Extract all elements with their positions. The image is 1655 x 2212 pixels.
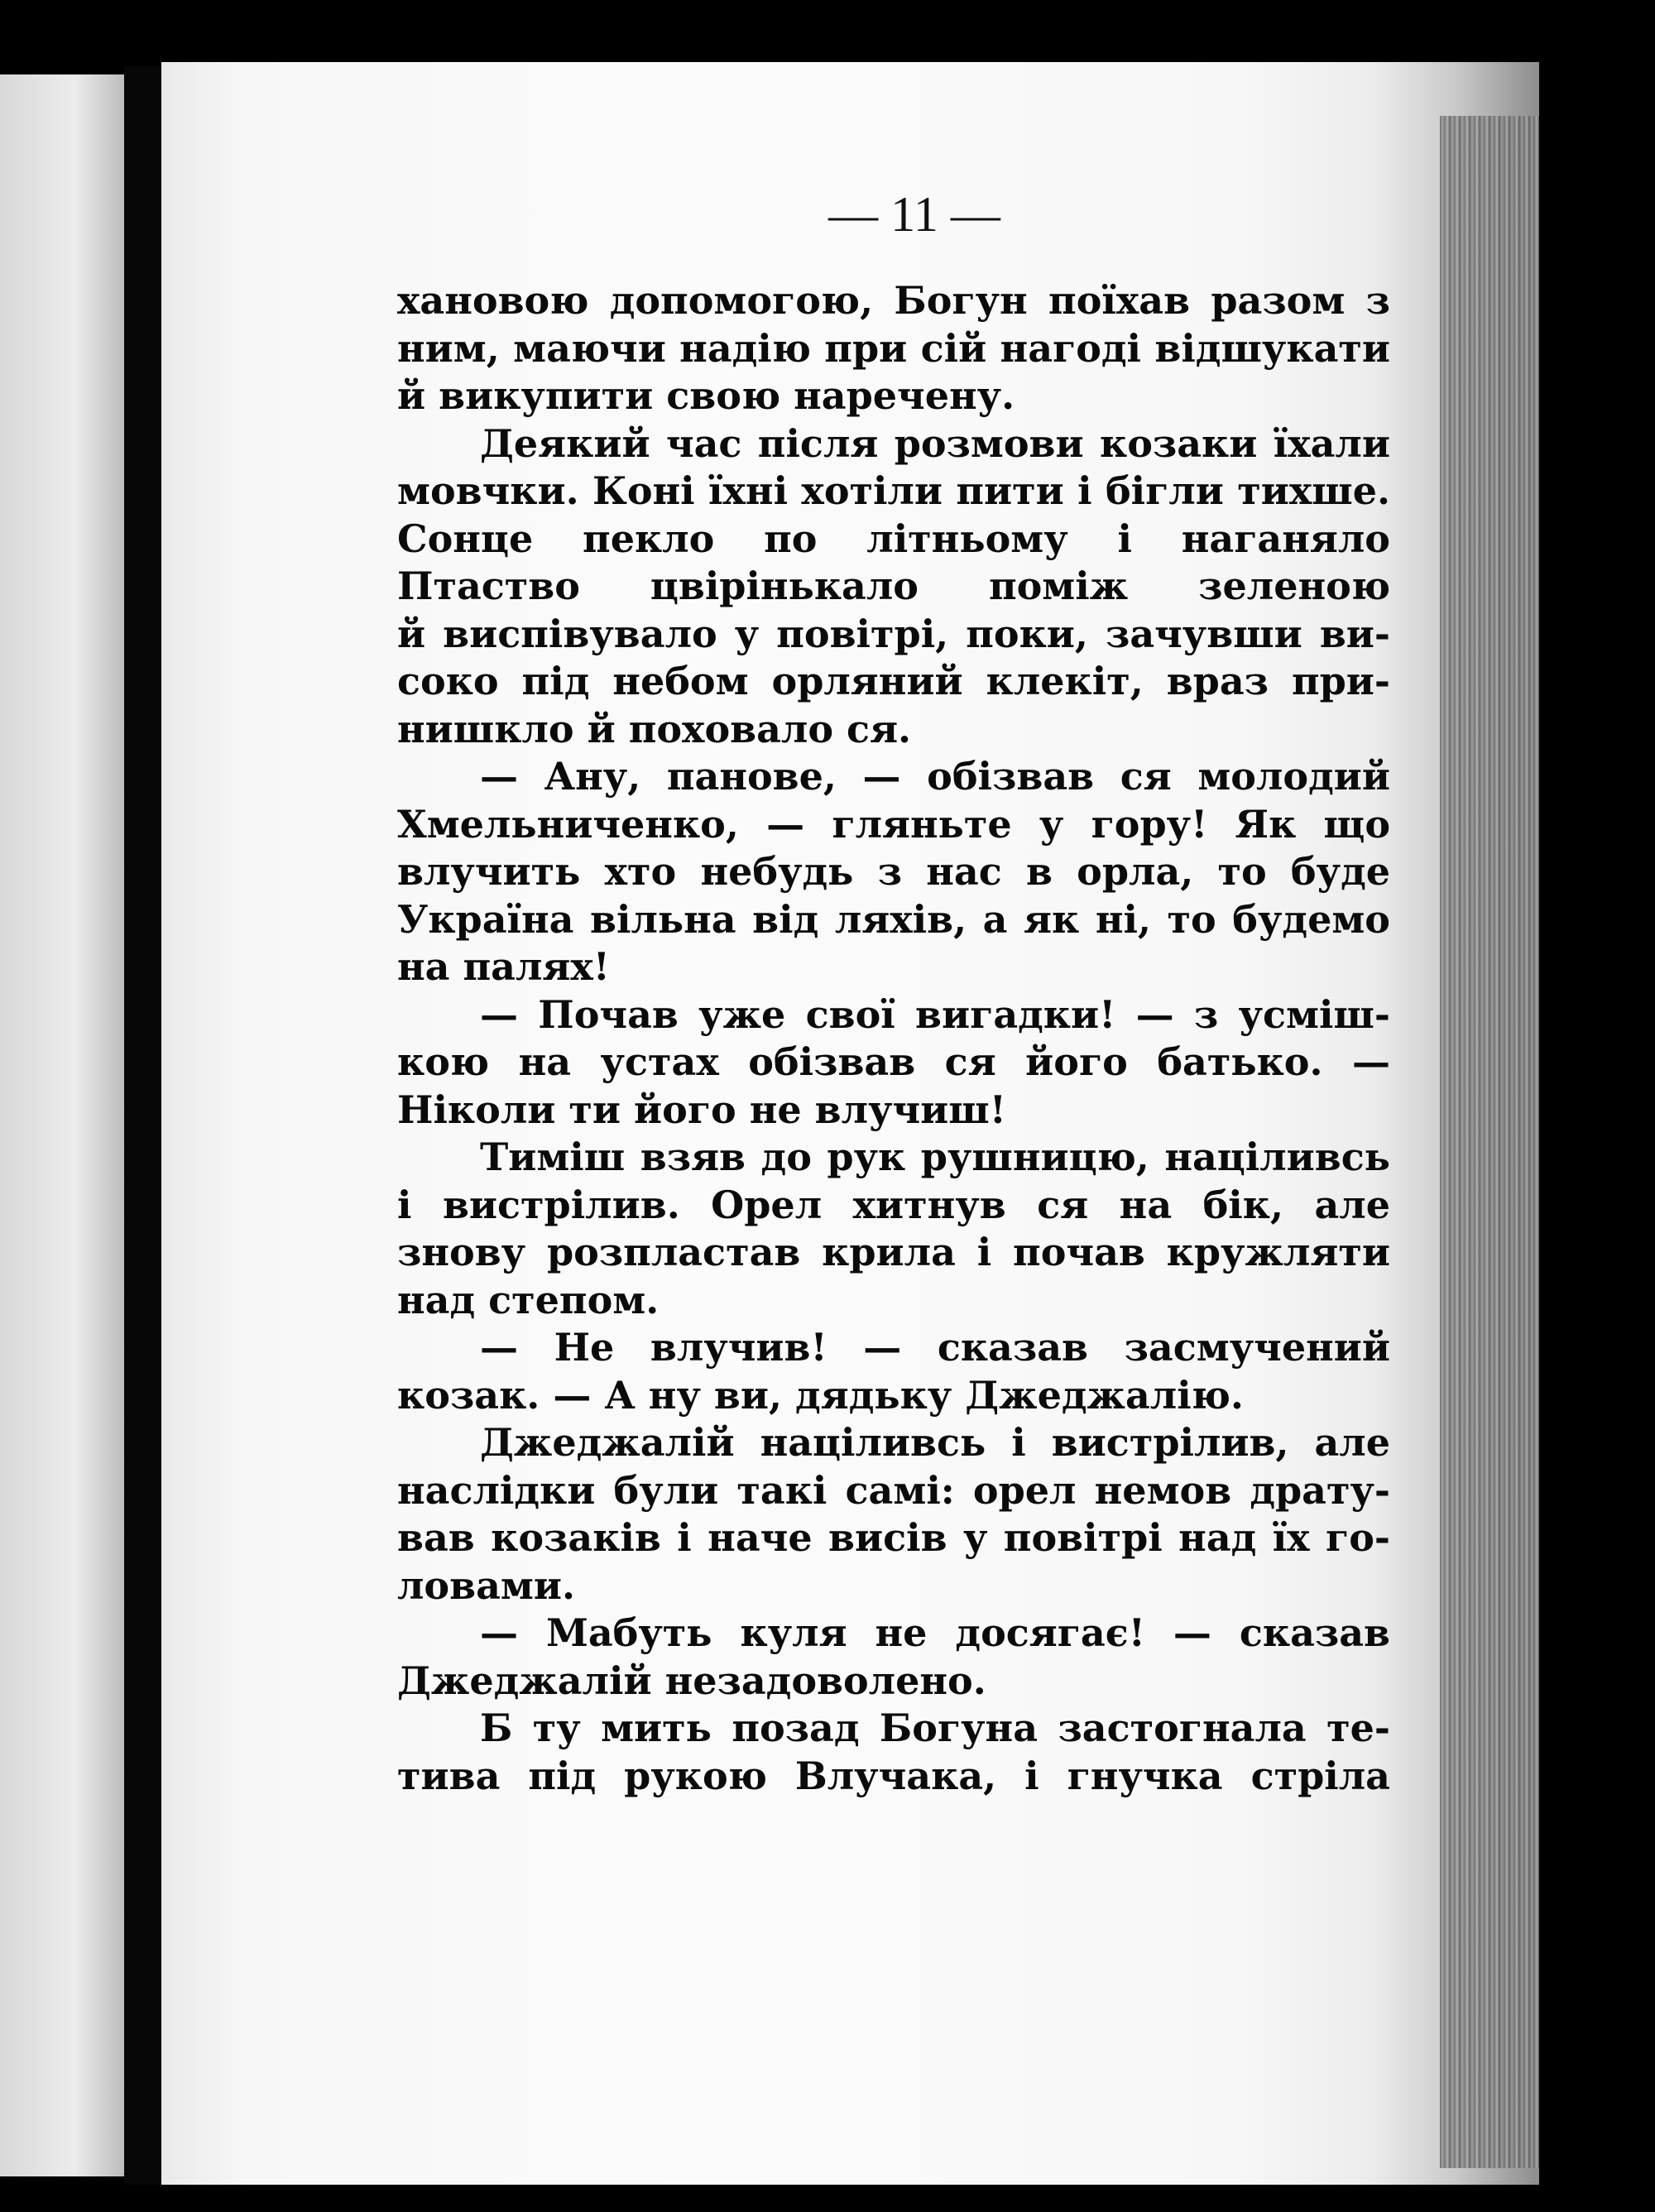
text-line: мовчки. Коні їхні хотіли пити і бігли тихше. xyxy=(397,468,1390,513)
text-line: влучить хто небудь з нас в орла, то буде xyxy=(397,849,1390,894)
text-line: кою на устах обізвав ся його батько. — xyxy=(397,1039,1390,1084)
text-line: Хмельниченко, — гляньте у гору! Як що xyxy=(397,801,1390,847)
text-line: Ніколи ти його не влучиш! xyxy=(397,1087,1006,1132)
text-line: й викупити свою наречену. xyxy=(397,373,1015,418)
text-line: й виспівувало у повітрі, поки, зачувши ви- xyxy=(397,611,1390,656)
text-line: наслідки були такі самі: орел немов драту- xyxy=(397,1467,1390,1513)
text-line: нишкло й поховало ся. xyxy=(397,706,912,751)
text-line: над степом. xyxy=(397,1277,660,1322)
text-line: Тиміш взяв до рук рушницю, націливсь xyxy=(480,1135,1390,1179)
text-line: і вистрілив. Орел хитнув ся на бік, але xyxy=(397,1182,1390,1227)
text-line: на палях! xyxy=(397,944,610,989)
page-number: — 11 — xyxy=(828,187,1000,242)
text-line: Б ту мить позад Богуна застогнала те- xyxy=(480,1706,1390,1750)
text-line: ловами. xyxy=(397,1562,575,1608)
text-line: Джеджалій незадоволено. xyxy=(397,1658,986,1703)
text-line: знову розпластав крила і почав кружляти xyxy=(397,1230,1390,1274)
page-body-text xyxy=(397,277,1390,1800)
text-line: — Ану, панове, — обізвав ся молодий xyxy=(480,754,1390,799)
text-line: хановою допомогою, Богун поїхав разом з xyxy=(397,278,1390,323)
text-line: вав козаків і наче висів у повітрі над їх го- xyxy=(397,1515,1390,1560)
text-line: Сонце пекло по літньому і наганяло xyxy=(397,516,1390,561)
left-page-edge xyxy=(0,74,124,2176)
page-edge-shadow xyxy=(1440,116,1539,2168)
text-line: Птаство цвірінькало поміж зеленою xyxy=(397,564,1390,608)
text-line: ним, маючи надію при сій нагоді відшукати xyxy=(397,325,1390,371)
text-line: козак. — А ну ви, дядьку Джеджалію. xyxy=(397,1372,1244,1418)
text-line: — Не влучив! — сказав засмучений xyxy=(480,1325,1390,1370)
text-line: — Почав уже свої вигадки! — з усміш- xyxy=(480,991,1390,1037)
book-spine xyxy=(124,66,161,2185)
text-line: соко під небом орляний клекіт, враз при- xyxy=(397,659,1390,703)
text-line: Джеджалій націливсь і вистрілив, але xyxy=(480,1420,1390,1465)
text-line: — Мабуть куля не досягає! — сказав xyxy=(480,1610,1390,1655)
text-line: Україна вільна від ляхів, а як ні, то будемо xyxy=(397,896,1390,942)
text-line: Деякий час після розмови козаки їхали xyxy=(480,420,1390,466)
text-line: тива під рукою Влучака, і гнучка стріла xyxy=(397,1753,1390,1798)
